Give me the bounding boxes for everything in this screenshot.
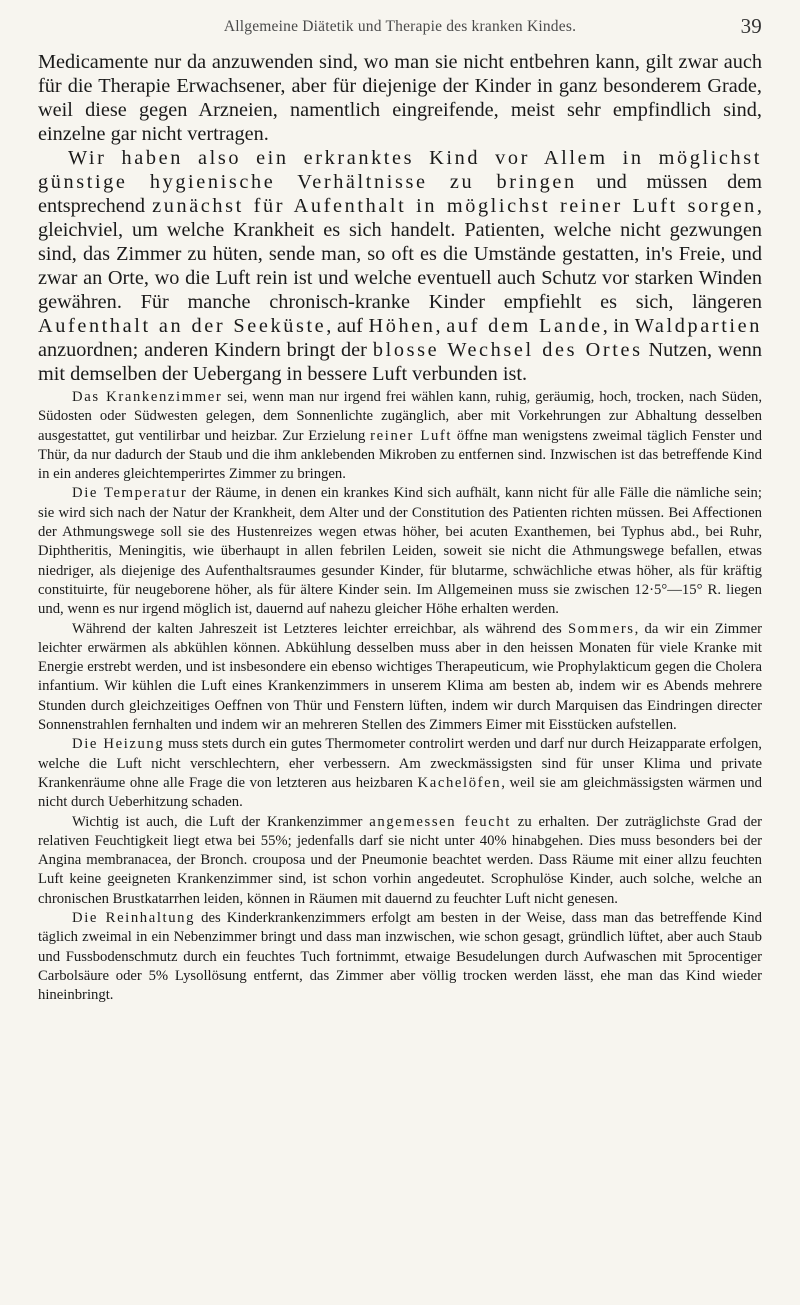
- main-text: [38, 50, 762, 386]
- spaced-emphasis: Höhen: [368, 315, 436, 337]
- paragraph-text: der Räume, in denen ein krankes Kind sich aufhält, kann nicht für alle Fälle die nämliche sein; sie wird sich nach der Natur der Krankheit, dem Alter und der Constitution des Patienten richten müssen. Bei Affectionen der Athmungswege soll sie des Hustenreizes wegen etwas höher, bei acuten Exanthemen, bei Typhus abd., bei Ruhr, Diphtheritis, Meningitis, wie überhaupt in allen febrilen Leiden, soweit sie nicht die Athmungswege befallen, etwas niedriger, als diejenige des Aufenthaltsraumes gesunder Kinder, für blutarme, schwächliche etwas höher, als für kräftig constituirte, für neugeborene höher, als für ältere Kinder sein. Im Allgemeinen muss sie zwischen 12·5°—15° R. liegen und, wenn es nur irgend möglich ist, dauernd auf nahezu gleicher Höhe erhalten werden.: [38, 485, 762, 618]
- paragraph-medicamente: Medicamente nur da anzuwenden sind, wo man sie nicht entbehren kann, gilt zwar auch für die Therapie Erwachsener, aber für diejenige der Kinder in ganz besonderem Grade, weil diese gegen Arzneien, namentlich eingreifende, meist sehr empfindlich sind, einzelne gar nicht vertragen.: [38, 51, 762, 145]
- paragraph-text: , da wir ein Zimmer leichter erwärmen als abkühlen können. Abkühlung desselben muss aber in den heissen Monaten für viele Kranke mit Energie erstrebt werden, und ist insbesondere ein ebenso wichtiges Therapeuticum, wie Prophylakticum gegen die Cholera infantium. Wir kühlen die Luft eines Krankenzimmers in unserem Klima am besten ab, indem wir es Abends mehrere Stunden durch gleichzeitiges Oeffnen von Thür und Fenstern lüften, indem wir durch Marquisen das Eindringen directer Sonnenstrahlen fernhalten und indem wir an mehreren Stellen des Zimmers Eimer mit Eisstücken aufstellen.: [38, 620, 763, 734]
- spaced-emphasis: angemessen feucht: [369, 813, 511, 830]
- spaced-emphasis: Waldpartien: [634, 315, 762, 337]
- spaced-emphasis: Sommers: [567, 620, 635, 637]
- paragraph-text: Während der kalten Jahreszeit ist Letzteres leichter erreichbar, als während des: [72, 620, 568, 637]
- spaced-emphasis: Die Reinhaltung: [72, 910, 196, 927]
- paragraph-text: , weil sie am gleichmässigsten wärmen und nicht durch Ueberhitzung schaden.: [38, 774, 762, 811]
- running-title: Allgemeine Diätetik und Therapie des kranken Kindes.: [223, 18, 577, 35]
- paragraph-text: muss stets durch ein gutes Thermometer controlirt werden und darf nur durch Heizapparate erfolgen, welche die Luft nicht verschlechtern, eher verbessern. Am zweckmässigsten sind für unser Klima und private Krankenräume ohne alle Frage die von letzteren aus heizbaren: [38, 736, 762, 791]
- paragraph-text: , auf: [326, 315, 369, 337]
- paragraph-text: sei, wenn man nur irgend frei wählen kann, ruhig, geräumig, hoch, trocken, nach Süden, Südosten oder Südwesten gelegen, dem Sonnenlichte zugänglich, aber mit Vorkehrungen zur Abhaltung desselben ausgestattet, gut ventilirbar und heizbar. Zur Erzielung: [38, 389, 762, 444]
- paragraph-text: und müssen dem entsprechend: [38, 171, 762, 217]
- paragraph-text: Wichtig ist auch, die Luft der Krankenzimmer: [72, 813, 370, 830]
- paragraph-text: öffne man wenigstens zweimal täglich Fenster und Thür, da nur dadurch der Staub und die ihm anklebenden Mikroben zu entfernen sind. Inzwischen ist das betreffende Kind in ein anderes gleichtemperirtes Zimmer zu bringen.: [38, 427, 762, 483]
- paragraph-text: des Kinderkrankenzimmers erfolgt am besten in der Weise, dass man das betreffende Kind täglich zweimal in ein Nebenzimmer bringt und dass man inzwischen, wie schon gesagt, gründlich lüftet, aber auch Staub und Fussbodenschmutz durch ein feuchtes Tuch fortnimmt, etwaige Besudelungen durch Aufwaschen mit 5procentiger Carbolsäure oder 5% Lysollösung entfernt, das Zimmer aber völlig trocken werden lässt, ehe man das Kind wieder hineinbringt.: [38, 910, 762, 1004]
- paragraph-text: , gleichviel, um welche Krankheit es sich handelt. Patienten, welche nicht gezwungen sind, das Zimmer zu hüten, sende man, so oft es die Umstände gestatten, in's Freie, und zwar an Orte, wo die Luft rein ist und welche eventuell auch Schutz vor starken Winden gewähren. Für manche chronisch-kranke Kinder empfiehlt es sich, längeren: [38, 195, 762, 313]
- paragraph-text: ,: [435, 315, 447, 337]
- paragraph-text: zu erhalten. Der zuträglichste Grad der relativen Feuchtigkeit liegt etwa bei 55%; jedenfalls darf sie nicht unter 40% hinabgehen. Dies muss besonders bei der Angina membranacea, der Bronch. crouposa und der Pneumonie beachtet werden. Dass Räume mit einer allzu feuchten Luft keine geeigneten Krankenzimmer sind, ist schon vorhin angedeutet. Scrophulöse Kinder, auch solche, welche an chronischen Brustkatarrhen leiden, können in Räumen mit dauernd zu feuchter Luft nicht genesen.: [38, 813, 762, 907]
- spaced-emphasis: reiner Luft: [370, 427, 453, 444]
- paragraph-text: , in: [602, 315, 635, 337]
- paragraph-krankenzimmer: [38, 388, 762, 484]
- spaced-emphasis: auf dem Lande: [446, 315, 603, 337]
- spaced-emphasis: Wir haben also ein erkranktes Kind vor Allem in möglichst günstige hygienische Verhältnisse zu bringen: [38, 147, 762, 193]
- paragraph-reinhaltung: [38, 909, 762, 1005]
- spaced-emphasis: Das Krankenzimmer: [72, 389, 223, 405]
- spaced-emphasis: Aufenthalt an der Seeküste: [38, 315, 327, 337]
- spaced-emphasis: Die Heizung: [72, 736, 165, 753]
- small-print-text: [38, 388, 762, 1006]
- paragraph-temperatur: [38, 484, 762, 619]
- spaced-emphasis: blosse Wechsel des Ortes: [372, 339, 643, 361]
- spaced-emphasis: zunächst für Aufenthalt in möglichst reiner Luft sorgen: [152, 195, 757, 217]
- paragraph-text: Nutzen, wenn mit demselben der Uebergang in bessere Luft verbunden ist.: [38, 339, 762, 385]
- running-head: [38, 14, 762, 44]
- paragraph-heizung: [38, 735, 762, 812]
- paragraph-hygiene: [38, 146, 762, 386]
- spaced-emphasis: Die Temperatur: [72, 485, 188, 502]
- paragraph-sommer: [38, 620, 762, 736]
- spaced-emphasis: Kachelöfen: [417, 774, 502, 791]
- paragraph-text: anzuordnen; anderen Kindern bringt der: [38, 339, 373, 361]
- page-number: 39: [740, 14, 762, 38]
- paragraph-feuchtigkeit: [38, 813, 762, 909]
